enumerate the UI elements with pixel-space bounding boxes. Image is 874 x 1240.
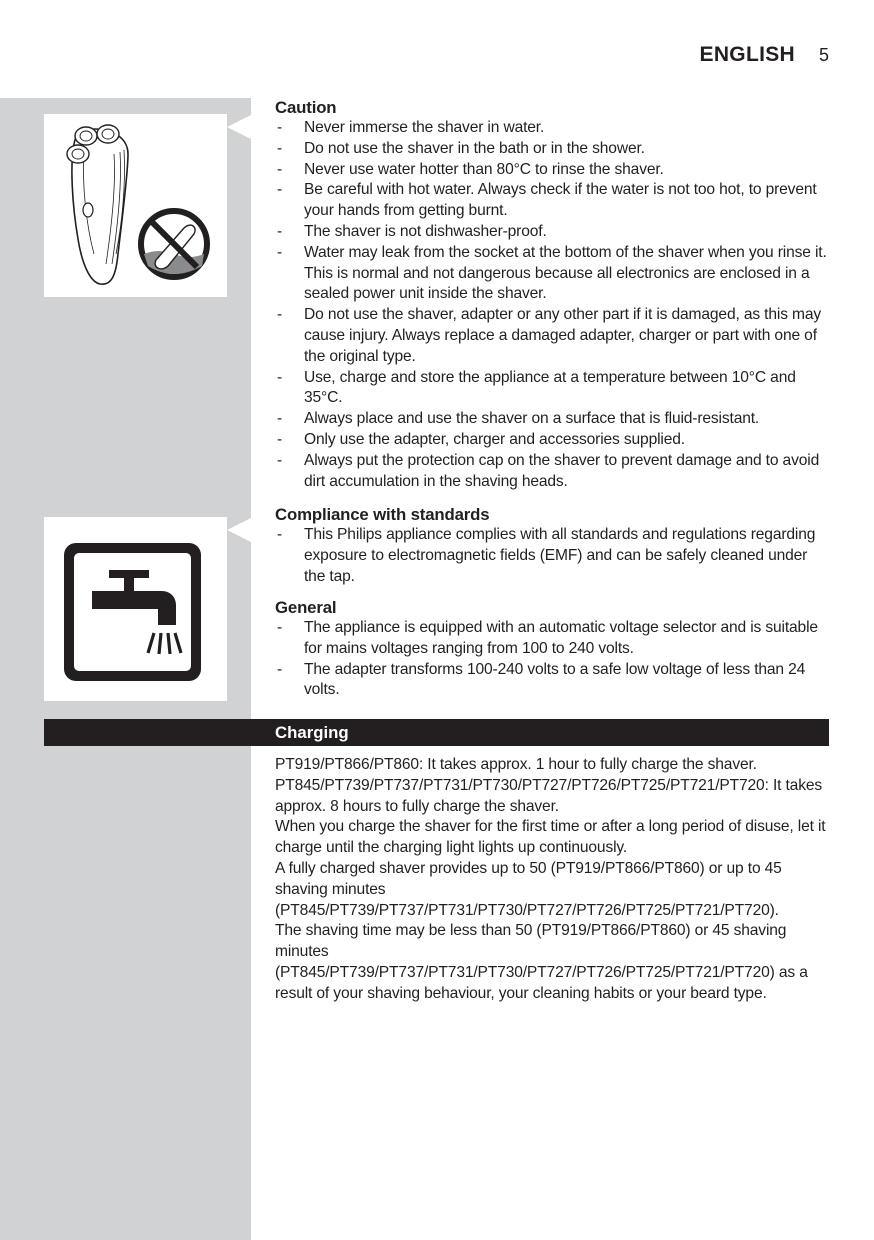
list-item: - Do not use the shaver, adapter or any other part if it is damaged, as this may cause injury. Always replace a damaged adapter, charger or part with one of the original type. xyxy=(275,305,831,367)
list-item: - Always place and use the shaver on a surface that is fluid-resistant. xyxy=(275,409,831,430)
list-item: - The adapter transforms 100-240 volts to a safe low voltage of less than 24 volts. xyxy=(275,660,831,702)
compliance-list xyxy=(275,525,831,587)
page-header xyxy=(700,42,829,68)
list-item: - Use, charge and store the appliance at a temperature between 10°C and 35°C. xyxy=(275,368,831,410)
charging-paragraph: A fully charged shaver provides up to 50 (PT919/PT866/PT860) or up to 45 shaving minutes (PT845/PT739/PT737/PT731/PT730/PT727/PT726/PT725/PT721/PT720). xyxy=(275,859,782,919)
list-item: - Be careful with hot water. Always check if the water is not too hot, to prevent your hands from getting burnt. xyxy=(275,180,831,222)
list-item: - Do not use the shaver in the bath or in the shower. xyxy=(275,139,831,160)
charging-section xyxy=(275,755,831,1005)
list-item: - Always put the protection cap on the shaver to prevent damage and to avoid dirt accumulation in the shaving heads. xyxy=(275,451,831,493)
charging-paragraph: The shaving time may be less than 50 (PT919/PT866/PT860) or 45 shaving minutes (PT845/PT739/PT737/PT731/PT730/PT727/PT726/PT725/PT721/PT720) as a result of your shaving behaviour, your cleaning habits or your beard type. xyxy=(275,922,808,1002)
page-number: 5 xyxy=(818,44,829,65)
washable-under-tap-icon xyxy=(44,517,227,701)
figure-pointer xyxy=(227,517,253,543)
caution-section xyxy=(275,97,831,492)
list-item: - Never immerse the shaver in water. xyxy=(275,118,831,139)
caution-title: Caution xyxy=(275,98,337,117)
general-title: General xyxy=(275,598,337,617)
charging-paragraph: PT845/PT739/PT737/PT731/PT730/PT727/PT726/PT725/PT721/PT720: It takes approx. 8 hours to fully charge the shaver. xyxy=(275,776,823,815)
list-item: - Only use the adapter, charger and accessories supplied. xyxy=(275,430,831,451)
caution-list xyxy=(275,118,831,492)
shaver-figure xyxy=(44,114,227,297)
language-label: ENGLISH xyxy=(699,43,795,66)
compliance-title: Compliance with standards xyxy=(275,505,490,524)
charging-paragraph: PT919/PT866/PT860: It takes approx. 1 hour to fully charge the shaver. xyxy=(275,756,757,773)
compliance-section xyxy=(275,504,831,587)
charging-title: Charging xyxy=(275,723,349,742)
list-item: - Never use water hotter than 80°C to rinse the shaver. xyxy=(275,160,831,181)
list-item: - Water may leak from the socket at the bottom of the shaver when you rinse it. This is normal and not dangerous because all electronics are enclosed in a sealed power unit inside the shaver. xyxy=(275,243,831,305)
general-list xyxy=(275,618,831,701)
list-item: - The shaver is not dishwasher-proof. xyxy=(275,222,831,243)
charging-paragraph: When you charge the shaver for the first time or after a long period of disuse, let it charge until the charging light lights up continuously. xyxy=(275,818,826,857)
tap-figure xyxy=(44,517,227,701)
list-item: - The appliance is equipped with an automatic voltage selector and is suitable for mains voltages ranging from 100 to 240 volts. xyxy=(275,618,831,660)
shaver-with-no-immersion-icon xyxy=(44,114,227,297)
general-section xyxy=(275,597,831,701)
figure-pointer xyxy=(227,114,253,140)
list-item: - This Philips appliance complies with all standards and regulations regarding exposure to electromagnetic fields (EMF) and can be safely cleaned under the tap. xyxy=(275,525,831,587)
charging-heading-bar xyxy=(44,719,829,746)
